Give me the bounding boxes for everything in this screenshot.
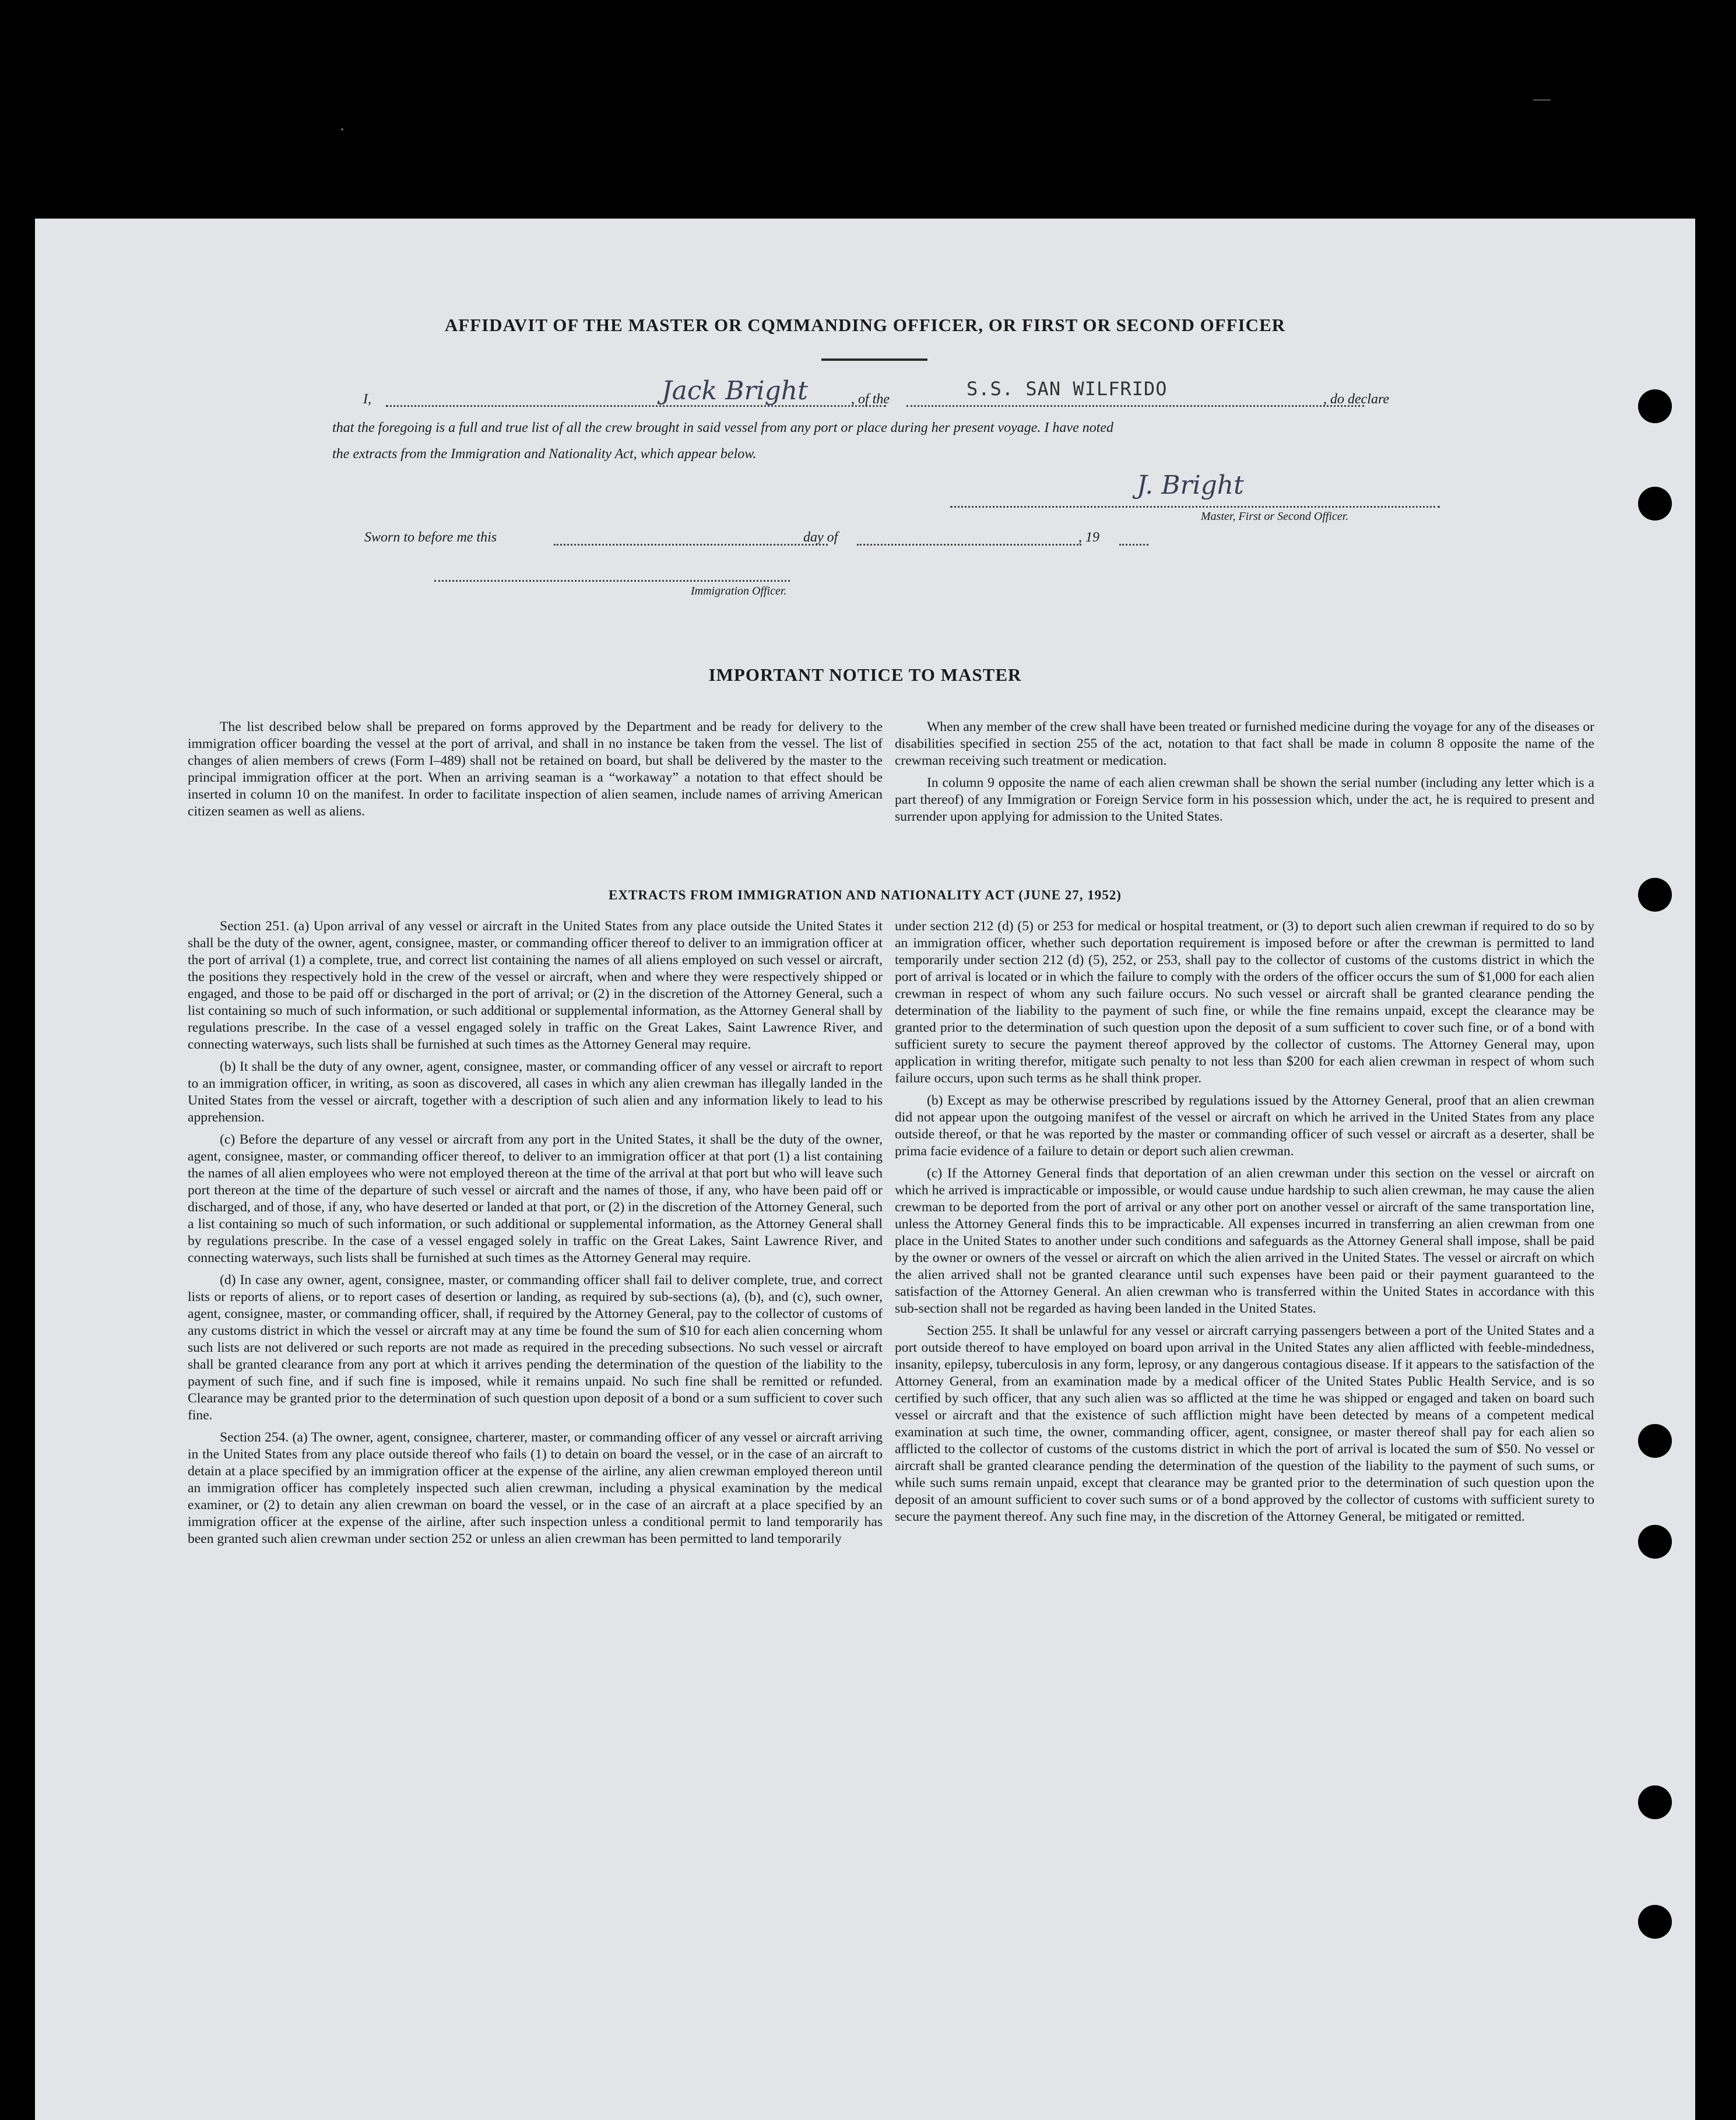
scan-speck <box>1533 99 1551 101</box>
extract-paragraph: Section 255. It shall be unlawful for any vessel or aircraft carrying passengers between a port of the United States and a port outside thereof to have employed on board upon arrival in the United States any alien afflicted with feeble-mindedness, insanity, epilepsy, tuberculosis in any form, leprosy, or any dangerous contagious disease. If it appears to the satisfaction of the Attorney General, from an examination made by a medical officer of the United States Public Health Service, and is so certified by such officer, that any such alien was so afflicted at the time he was shipped or engaged and taken on board such vessel or aircraft and that the existence of such affliction might have been detected by means of a competent medical examination at such time, the owner, commanding officer, agent, consignee, or master thereof shall pay for each alien so afflicted to the collector of customs of the customs district in which the port of arrival is located the sum of $50. No vessel or aircraft shall be granted clearance pending the determination of the question of the liability to the payment of such sums, or while such sums remain unpaid, except that clearance may be granted prior to the determination of such question upon the deposit of an amount sufficient to cover such sums or of a bond approved by the collector of customs with sufficient surety to secure the payment thereof. Any such fine may, in the discretion of the Attorney General, be mitigated or remitted. <box>895 1323 1594 1524</box>
extracts-left-column <box>188 918 883 1553</box>
extract-paragraph: (c) If the Attorney General finds that deportation of an alien crewman under this section on the vessel or aircraft on which he arrived is impracticable or impossible, or would cause undue hardship to such alien crewman, he may cause the alien crewman to be deported from the port of arrival or any other port on another vessel or aircraft of the same transportation line, unless the Attorney General finds this to be impracticable. All expenses incurred in transferring an alien crewman from one place in the United States to another under such conditions and safeguards as the Attorney General shall impose, shall be paid by the owner or owners of the vessel or aircraft on which the alien arrived in the United States. The vessel or aircraft on which the alien arrived shall not be granted clearance until such expenses have been paid or their payment guaranteed to the satisfaction of the Attorney General. An alien crewman who is transferred within the United States in accordance with this sub-section shall not be regarded as having been landed in the United States. <box>895 1166 1594 1316</box>
year-prefix: , 19 <box>1078 530 1099 545</box>
extracts-right-column <box>895 918 1594 1531</box>
notice-right-text-2: In column 9 opposite the name of each alien crewman shall be shown the serial number (including any letter which is a part thereof) of any Immigration or Foreign Service form in his possession which, under the act, he is required to present and surrender upon applying for admission to the United States. <box>895 775 1594 824</box>
extract-paragraph: Section 254. (a) The owner, agent, consignee, charterer, master, or commanding officer of any vessel or aircraft arriving in the United States from any place outside thereof who fails (1) to detain on board the vessel, or in the case of an aircraft to detain at a place specified by an immigration officer at the expense of the airline, any alien crewman employed thereon until an immigration officer has completely inspected such alien crewman, including a physical examination by the medical examiner, or (2) to detain any alien crewman on board the vessel, or in the case of an aircraft at a place specified by an immigration officer at the expense of the airline, after such inspection unless a conditional permit to land temporarily has been granted such alien crewman under section 252 or unless an alien crewman has been permitted to land temporarily <box>188 1430 883 1546</box>
notice-heading: IMPORTANT NOTICE TO MASTER <box>708 665 1022 685</box>
sworn-date-line <box>554 544 828 546</box>
of-the-label: , of the <box>851 392 890 407</box>
extract-paragraph: (d) In case any owner, agent, consignee, master, or commanding officer shall fail to deliver complete, true, and correct lists or reports of aliens, or to report cases of desertion or landing, as required by sub-sections (a), (b), and (c), such owner, agent, consignee, master, or commanding officer, shall, if required by the Attorney General, pay to the collector of customs of any customs district in which the vessel or aircraft may at any time be found the sum of $10 for each alien concerning whom such lists are not delivered or such reports are not made as required in the preceding subsections. No such vessel or aircraft shall be granted clearance from any port at which it arrives pending the determination of the question of the liability to the payment of such fine, and if such fine is imposed, while it remains unpaid. No such fine shall be remitted or refunded. Clearance may be granted prior to the determination of such question upon deposit of a bond or a sum sufficient to cover such fine. <box>188 1272 883 1423</box>
vessel-name: S.S. SAN WILFRIDO <box>967 378 1168 400</box>
sworn-year-line <box>1119 544 1148 546</box>
punch-hole <box>1638 1424 1672 1458</box>
notice-right-text-1: When any member of the crew shall have been treated or furnished medicine during the voyage for any of the diseases or disabilities specified in section 255 of the act, notation to that fact shall be made in column 8 opposite the name of the crewman receiving such treatment or medication. <box>895 719 1594 768</box>
sworn-month-line <box>857 544 1081 546</box>
extracts-heading: EXTRACTS FROM IMMIGRATION AND NATIONALITY ACT (JUNE 27, 1952) <box>609 888 1122 902</box>
i-label: I, <box>363 392 371 407</box>
day-of-label: day of <box>803 530 838 545</box>
statement-line-1: that the foregoing is a full and true list of all the crew brought in said vessel from any port or place during her present voyage. I have noted <box>332 420 1114 435</box>
extract-paragraph: under section 212 (d) (5) or 253 for medical or hospital treatment, or (3) to deport such alien crewman if required to do so by an immigration officer, whether such deportation requirement is imposed before or after the crewman is permitted to land temporarily under section 212 (d) (5), 252, or 253, shall pay to the collector of customs of the customs district in which the port of arrival is located or in which the failure to comply with the orders of the officer occurs the sum of $1,000 for each alien crewman in respect of whom any such failure occurs. No such vessel or aircraft shall be granted clearance pending the determination of the liability to the payment of such fine, or while the fine remains unpaid, except the clearance may be granted prior to the determination of such question upon the deposit of a sum sufficient to cover such fine, or of a bond with sufficient surety to secure the payment thereof approved by the collector of customs. The Attorney General may, upon application in writing therefor, mitigate such penalty to not less than $200 for each alien crewman in respect of whom such failure occurs, upon such terms as he shall think proper. <box>895 919 1594 1086</box>
extract-paragraph: (b) Except as may be otherwise prescribed by regulations issued by the Attorney General, proof that an alien crewman did not appear upon the outgoing manifest of the vessel or aircraft on which he arrived in the United States from any place outside thereof, or that he was reported by the master or commanding officer of such vessel or aircraft as a deserter, shall be prima facie evidence of a failure to detain or deport such alien crewman. <box>895 1093 1594 1159</box>
extract-paragraph: (b) It shall be the duty of any owner, agent, consignee, master, or commanding officer of any vessel or aircraft to report to an immigration officer, in writing, as soon as discovered, all cases in which any alien crewman has illegally landed in the United States from the vessel or aircraft, together with a description of such alien and any information likely to lead to his apprehension. <box>188 1059 883 1125</box>
statement-line-2: the extracts from the Immigration and Nationality Act, which appear below. <box>332 446 757 462</box>
extract-paragraph: (c) Before the departure of any vessel or aircraft from any port in the United States, it shall be the duty of the owner, agent, consignee, master, or commanding officer thereof, to deliver to an immigration officer at that port (1) a list containing the names of all alien employees who were not employed thereon at the time of the arrival at that port but who will leave such port thereon at the time of the departure of such vessel or aircraft and the names of those, if any, who have been paid off or discharged, and of those, if any, who have deserted or landed at that port, or (2) in the discretion of the Attorney General, such a list containing so much of such information, or such additional or supplemental information, as the Attorney General shall by regulations prescribe. In the case of a vessel engaged solely in traffic on the Great Lakes, Saint Lawrence River, and connecting waterways, such lists shall be furnished at such times as the Attorney General may require. <box>188 1132 883 1265</box>
master-name-signature: Jack Bright <box>662 376 808 406</box>
punch-hole <box>1638 1905 1672 1939</box>
signer-title: Master, First or Second Officer. <box>1201 510 1349 523</box>
master-signature: J. Bright <box>1137 470 1244 500</box>
punch-hole <box>1638 487 1672 521</box>
do-declare-label: , do declare <box>1323 392 1390 407</box>
master-name-line <box>386 405 886 407</box>
title-rule <box>821 358 927 361</box>
notice-left-column <box>188 719 883 825</box>
punch-hole <box>1638 1785 1672 1819</box>
notice-left-text: The list described below shall be prepared on forms approved by the Department and be ready for delivery to the immigration officer boarding the vessel at the port of arrival, and shall in no instance be taken from the vessel. The list of changes of alien members of crews (Form I–489) shall not be retained on board, but shall be delivered by the master to the principal immigration officer at the port. When an arriving seaman is a “workaway” a notation to that effect should be inserted in column 10 on the manifest. In order to facilitate inspection of alien seamen, include names of arriving American citizen seamen as well as aliens. <box>188 719 883 819</box>
extract-paragraph: Section 251. (a) Upon arrival of any vessel or aircraft in the United States from any place outside the United States it shall be the duty of the owner, agent, consignee, master, or commanding officer thereof to deliver to an immigration officer at the port of arrival (1) a complete, true, and correct list containing the names of all aliens employed on such vessel or aircraft, the positions they respectively hold in the crew of the vessel or aircraft, when and where they were respectively shipped or engaged, and those to be paid off or discharged in the port of arrival; or (2) in the discretion of the Attorney General, such a list containing so much of such information, or such additional or supplemental information, as the Attorney General shall by regulations prescribe. In the case of a vessel engaged solely in traffic on the Great Lakes, Saint Lawrence River, and connecting waterways, such lists shall be furnished at such times as the Attorney General may require. <box>188 919 883 1052</box>
document-page <box>35 219 1695 2120</box>
punch-hole <box>1638 1525 1672 1559</box>
sworn-label: Sworn to before me this <box>364 530 497 545</box>
affidavit-title: AFFIDAVIT OF THE MASTER OR CQMMANDING OFFICER, OR FIRST OR SECOND OFFICER <box>444 315 1286 335</box>
immigration-officer-line <box>434 580 790 582</box>
punch-hole <box>1638 389 1672 423</box>
punch-hole <box>1638 878 1672 912</box>
immigration-officer-label: Immigration Officer. <box>691 585 787 597</box>
vessel-name-line <box>906 405 1364 407</box>
master-signature-line <box>950 506 1440 508</box>
notice-right-column <box>895 719 1594 831</box>
scan-speck <box>341 128 343 131</box>
